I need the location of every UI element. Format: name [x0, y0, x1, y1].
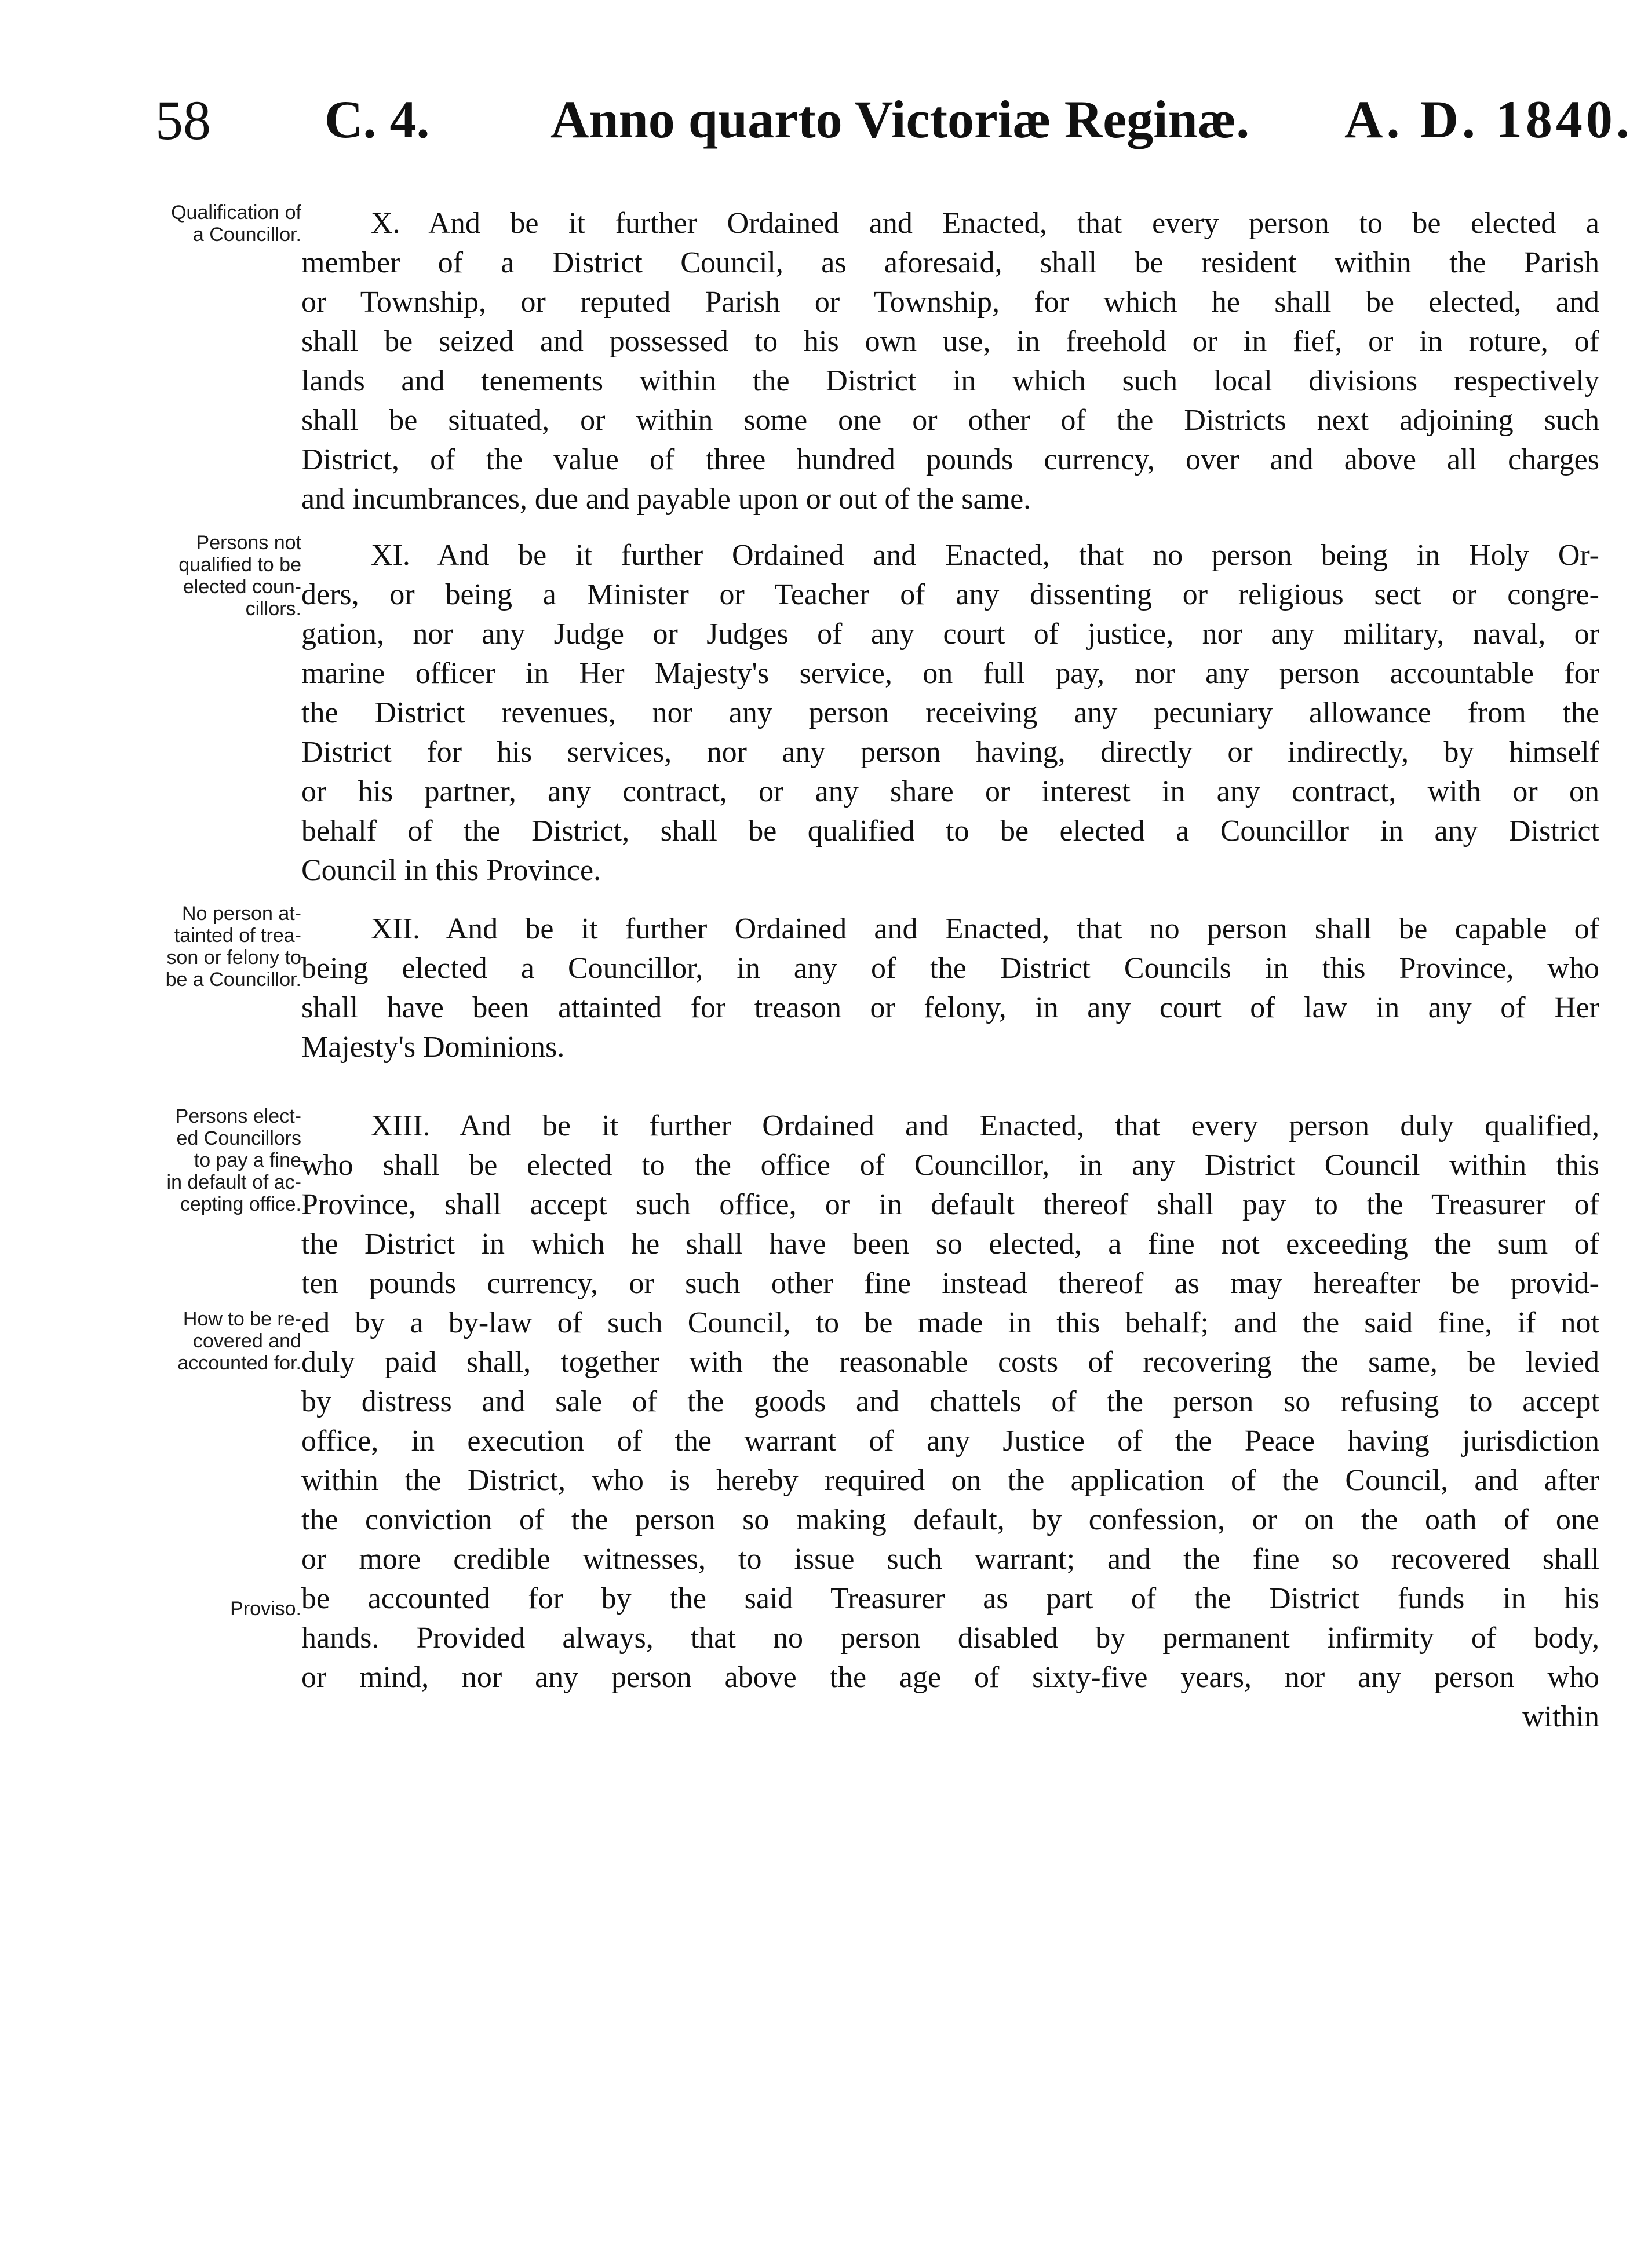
margin-note-line: cepting office.	[180, 1193, 301, 1215]
margin-note-line: Proviso.	[230, 1598, 301, 1620]
text-line: shall be seized and possessed to his own use, in freehold or in fief, or in roture, of	[301, 325, 1599, 358]
margin-note-line: covered and	[192, 1330, 301, 1352]
text-line: or mind, nor any person above the age of sixty-five years, nor any person who	[301, 1661, 1599, 1694]
text-line: hands. Provided always, that no person disabled by permanent infirmity of body,	[301, 1621, 1599, 1655]
section-xi	[301, 536, 1599, 890]
text-line: ed by a by-law of such Council, to be made in this behalf; and the said fine, if not	[301, 1306, 1599, 1339]
text-line: shall be situated, or within some one or other of the Districts next adjoining such	[301, 404, 1599, 437]
margin-note-line: elected coun-	[183, 576, 301, 598]
text-line: or his partner, any contract, or any share or interest in any contract, with or on	[301, 775, 1599, 808]
text-line: the conviction of the person so making default, by confession, or on the oath of one	[301, 1503, 1599, 1536]
text-line: shall have been attainted for treason or felony, in any court of law in any of Her	[301, 991, 1599, 1024]
text-line: ten pounds currency, or such other fine instead thereof as may hereafter be provid-	[301, 1267, 1599, 1300]
text-line: lands and tenements within the District in which such local divisions respectively	[301, 364, 1599, 397]
margin-note-proviso	[104, 1598, 301, 1620]
text-line: Province, shall accept such office, or in default thereof shall pay to the Treasurer of	[301, 1188, 1599, 1221]
text-line: being elected a Councillor, in any of the District Councils in this Province, who	[301, 952, 1599, 985]
text-line: Council in this Province.	[301, 854, 601, 887]
text-line: duly paid shall, together with the reasonable costs of recovering the same, be levied	[301, 1346, 1599, 1379]
text-line: District for his services, nor any person having, directly or indirectly, by himself	[301, 736, 1599, 769]
text-line: the District revenues, nor any person receiving any pecuniary allowance from the	[301, 696, 1599, 729]
text-line: XI. And be it further Ordained and Enacted, that no person being in Holy Or-	[371, 539, 1599, 572]
margin-note-line: No person at-	[182, 903, 301, 925]
text-line: X. And be it further Ordained and Enacted, that every person to be elected a	[371, 207, 1599, 240]
margin-note-recovery	[104, 1308, 301, 1374]
text-line: and incumbrances, due and payable upon or out of the same.	[301, 483, 1031, 516]
text-line: XII. And be it further Ordained and Enacted, that no person shall be capable of	[371, 912, 1599, 945]
section-xiii	[301, 1106, 1599, 1737]
page-number: 58	[155, 89, 211, 151]
catchword: within	[1522, 1700, 1599, 1733]
margin-note-line: cillors.	[245, 598, 301, 620]
margin-note-line: accounted for.	[177, 1352, 301, 1374]
text-line: within the District, who is hereby required on the application of the Council, and after	[301, 1464, 1599, 1497]
year-of-act: A. D. 1840.	[1344, 90, 1633, 149]
margin-note-line: qualified to be	[178, 554, 301, 576]
text-line: office, in execution of the warrant of any Justice of the Peace having jurisdiction	[301, 1425, 1599, 1458]
margin-note-line: be a Councillor.	[165, 969, 301, 991]
section-xii	[301, 910, 1599, 1067]
running-title: Anno quarto Victoriæ Reginæ.	[550, 90, 1250, 149]
section-x	[301, 204, 1599, 519]
text-line: ders, or being a Minister or Teacher of any dissenting or religious sect or congre-	[301, 578, 1599, 611]
margin-note-line: Persons elect-	[175, 1105, 301, 1127]
text-line: Majesty's Dominions.	[301, 1031, 565, 1064]
margin-note-qualification	[104, 202, 301, 246]
margin-note-line: to pay a fine	[194, 1149, 301, 1171]
margin-note-fine	[104, 1105, 301, 1215]
text-line: behalf of the District, shall be qualified to be elected a Councillor in any District	[301, 815, 1599, 848]
text-line: or more credible witnesses, to issue such warrant; and the fine so recovered shall	[301, 1543, 1599, 1576]
text-line: member of a District Council, as aforesaid, shall be resident within the Parish	[301, 246, 1599, 279]
margin-note-line: son or felony to	[166, 947, 301, 969]
chapter-number: C. 4.	[325, 90, 430, 149]
text-line: by distress and sale of the goods and chattels of the person so refusing to accept	[301, 1385, 1599, 1418]
margin-note-line: tainted of trea-	[174, 925, 301, 947]
margin-note-line: a Councillor.	[192, 224, 301, 246]
margin-note-line: ed Councillors	[176, 1127, 301, 1149]
margin-note-not-qualified	[104, 532, 301, 620]
text-line: gation, nor any Judge or Judges of any court of justice, nor any military, naval, or	[301, 618, 1599, 651]
margin-note-line: in default of ac-	[166, 1171, 301, 1193]
text-line: or Township, or reputed Parish or Township, for which he shall be elected, and	[301, 286, 1599, 319]
margin-note-line: Qualification of	[171, 202, 301, 224]
text-line: marine officer in Her Majesty's service, on full pay, nor any person accountable for	[301, 657, 1599, 690]
text-line: District, of the value of three hundred pounds currency, over and above all charges	[301, 443, 1599, 476]
text-line: be accounted for by the said Treasurer as part of the District funds in his	[301, 1582, 1599, 1615]
text-line: XIII. And be it further Ordained and Enacted, that every person duly qualified,	[371, 1109, 1599, 1142]
margin-note-line: How to be re-	[183, 1308, 301, 1330]
margin-note-attainted	[104, 903, 301, 991]
text-line: who shall be elected to the office of Councillor, in any District Council within this	[301, 1149, 1599, 1182]
text-line: the District in which he shall have been so elected, a fine not exceeding the sum of	[301, 1228, 1599, 1261]
margin-note-line: Persons not	[196, 532, 301, 554]
